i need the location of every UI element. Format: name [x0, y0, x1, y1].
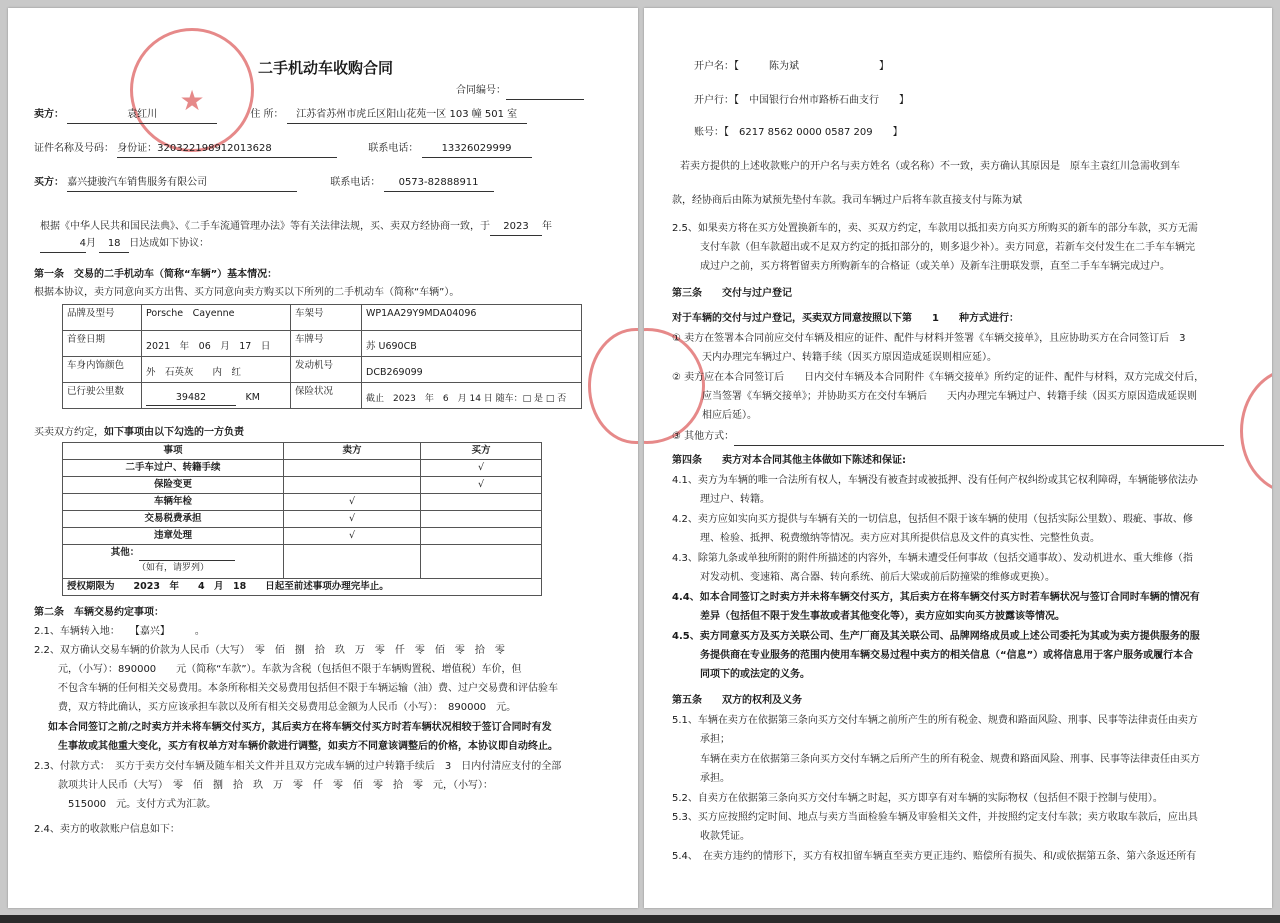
option-2a: ② 卖方应在本合同签订后 日内交付车辆及本合同附件《车辆交接单》所约定的证件、配件与材料，双方完成交付后，	[672, 372, 1205, 383]
clause-4-2a: 4.2、卖方应如实向买方提供与车辆有关的一切信息，包括但不限于该车辆的使用（包括实际公里数）、瑕疵、事故、修	[672, 514, 1193, 525]
responsibility-table	[62, 442, 542, 596]
option-1b: 天内办理完车辆过户、转籍手续（因买方原因造成延误则相应延）。	[702, 352, 997, 363]
vehicle-info-table	[62, 304, 582, 409]
reg-date-label: 首登日期	[63, 331, 142, 357]
clause-2-2b: 元，（小写）：890000 元（简称“车款”）。车款为含税（包括但不限于车辆购置税、增值税）车价，但	[58, 664, 522, 675]
vin-value: WP1AA29Y9MDA04096	[362, 305, 582, 331]
km-value: 39482 KM	[142, 383, 291, 409]
clause-2-3b: 款项共计人民币（大写） 零 佰 捌 拾 玖 万 零 仟 零 佰 零 拾 零 元，（小写）：	[58, 780, 493, 791]
clause-4-4b: 差异（包括但不限于发生事故或者其他变化等），卖方应如实向买方披露该等情况。	[700, 611, 1065, 622]
clause-4-1b: 理过户、转籍。	[700, 494, 770, 505]
table-row: 交易税费承担 √	[63, 511, 542, 528]
table-row: 车辆年检 √	[63, 494, 542, 511]
contract-page-left	[8, 8, 638, 908]
clause-4-5c: 同项下的或法定的义务。	[700, 669, 810, 680]
clause-2-bold-1: 如本合同签订之前/之时卖方并未将车辆交付买方，其后卖方在将车辆交付买方时若车辆状况相较于签订合同时有发	[48, 722, 552, 733]
clause-2-4: 2.4、卖方的收款账户信息如下：	[34, 824, 180, 835]
article-5-title: 第五条 双方的权利及义务	[672, 695, 802, 706]
plate-label: 车牌号	[291, 331, 362, 357]
resp-header-item: 事项	[63, 443, 284, 460]
agree-line: 买卖双方约定，如下事项由以下勾选的一方负责	[34, 427, 244, 438]
clause-4-3b: 对发动机、变速箱、离合器、转向系统、前后大梁或前后防撞梁的维修或更换）。	[700, 572, 1055, 583]
article-2-title: 第二条 车辆交易约定事项：	[34, 607, 164, 618]
table-row-other: 其他： （如有，请罗列）	[63, 545, 542, 579]
account-number: 账号：【 6217 8562 0000 0587 209 】	[694, 127, 903, 138]
mismatch-line-1: 若卖方提供的上述收款账户的开户名与卖方姓名（或名称）不一致，卖方确认其原因是 原车主袁红川急需收到车	[680, 161, 1180, 172]
account-bank: 开户行：【 中国银行台州市路桥石曲支行 】	[694, 95, 909, 106]
resp-header-seller: 卖方	[284, 443, 421, 460]
mismatch-line-2: 款，经协商后由陈为斌预先垫付车款。我司车辆过户后将车款直接支付与陈为斌	[672, 195, 1022, 206]
color-value: 外 石英灰 内 红	[142, 357, 291, 383]
clause-5-1c: 车辆在卖方在依据第三条向买方交付车辆之后所产生的所有税金、规费和路面风险、刑事、民事等法律责任由买方	[700, 754, 1200, 765]
table-row: 保险变更 √	[63, 477, 542, 494]
engine-label: 发动机号	[291, 357, 362, 383]
clause-5-1b: 承担；	[700, 734, 730, 745]
article-3-line: 对于车辆的交付与过户登记，买卖双方同意按照以下第 1 种方式进行：	[672, 313, 1019, 324]
taskbar	[0, 915, 1280, 923]
company-seal-partial	[588, 328, 638, 444]
clause-2-5c: 成过户之前，买方将暂留卖方所购新车的合格证（或关单）及新车注册联发票，直至二手车车辆完成过户。	[700, 261, 1170, 272]
resp-header-buyer: 买方	[421, 443, 542, 460]
option-1a: ① 卖方在签署本合同前应交付车辆及相应的证件、配件与材料并签署《车辆交接单》，且应协助买方在合同签订后 3	[672, 333, 1186, 344]
engine-value: DCB269099	[362, 357, 582, 383]
intro-line-1: 根据《中华人民共和国民法典》、《二手车流通管理办法》等有关法律法规，买、卖双方经协商一致，于 2023 年	[40, 220, 552, 236]
article-1-title: 第一条 交易的二手机动车（简称“车辆”）基本情况：	[34, 269, 278, 280]
article-3-title: 第三条 交付与过户登记	[672, 288, 792, 299]
id-row: 证件名称及号码： 身份证：320322198912013628 联系电话： 13326029999	[34, 142, 532, 158]
clause-5-1d: 承担。	[700, 773, 730, 784]
clause-2-5a: 2.5、如果卖方将在买方处置换新车的，卖、买双方约定，车款用以抵扣卖方向买方所购买的新车的部分车款，买方无需	[672, 223, 1198, 234]
table-row: 违章处理 √	[63, 528, 542, 545]
insurance-label: 保险状况	[291, 383, 362, 409]
reg-date-value: 2021 年 06 月 17 日	[142, 331, 291, 357]
clause-5-4: 5.4、 在卖方违约的情形下，买方有权扣留车辆直至卖方更正违约、赔偿所有损失、和/或依据第五条、第六条返还所有	[672, 851, 1197, 862]
option-3: ③ 其他方式：	[672, 430, 1224, 446]
clause-2-2c: 不包含车辆的任何相关交易费用。本条所称相关交易费用包括但不限于车辆运输（油）费、过户交易费和评估验车	[58, 683, 558, 694]
company-seal-partial-right	[1240, 368, 1272, 494]
clause-4-1a: 4.1、卖方为车辆的唯一合法所有权人，车辆没有被查封或被抵押、没有任何产权纠纷或其它权利障碍，车辆能够依法办	[672, 475, 1198, 486]
option-2c: 相应后延）。	[702, 410, 757, 421]
company-seal: ★	[130, 28, 254, 152]
clause-5-3a: 5.3、买方应按照约定时间、地点与卖方当面检验车辆及审验相关文件，并按照约定支付车款；卖方收取车款后，应出具	[672, 812, 1198, 823]
clause-2-2d: 费，双方特此确认，买方应该承担车款以及所有相关交易费用总金额为人民币（小写）： 890000 元。	[58, 702, 517, 713]
clause-4-5a: 4.5、卖方同意买方及买方关联公司、生产厂商及其关联公司、品牌网络成员或上述公司委托为其或为卖方提供服务的服	[672, 631, 1200, 642]
clause-4-3a: 4.3、除第九条或单独所附的附件所描述的内容外，车辆未遭受任何事故（包括交通事故）、发动机进水、重大维修（指	[672, 553, 1193, 564]
brand-label: 品牌及型号	[63, 305, 142, 331]
buyer-row: 买方： 嘉兴捷骏汽车销售服务有限公司 联系电话： 0573-82888911	[34, 176, 494, 192]
clause-2-bold-2: 生事故或其他重大变化，买方有权单方对车辆价款进行调整，如卖方不同意该调整后的价格，本协议即自动终止。	[58, 741, 558, 752]
intro-line-2: 4月 18 日达成如下协议：	[40, 237, 209, 253]
seller-row: 卖方： 袁红川 住 所： 江苏省苏州市虎丘区阳山花苑一区 103 幢 501 室	[34, 108, 527, 124]
insurance-value: 截止 2023 年 6 月 14 日 随车：□ 是 □ 否	[362, 383, 582, 409]
plate-value: 苏 U690CB	[362, 331, 582, 357]
clause-2-1: 2.1、车辆转入地： 【嘉兴】 。	[34, 626, 205, 637]
clause-5-3b: 收款凭证。	[700, 831, 750, 842]
contract-no-label: 合同编号：	[456, 84, 584, 100]
article-1-text: 根据本协议，卖方同意向买方出售、买方同意向卖方购买以下所列的二手机动车（简称“车辆”）。	[34, 287, 460, 298]
clause-4-5b: 务提供商在专业服务的范围内使用车辆交易过程中卖方的相关信息（“信息”）或将信息用于客户服务或履行本合	[700, 650, 1194, 661]
option-2b: 应当签署《车辆交接单》；并协助买方在交付车辆后 天内办理完车辆过户、转籍手续（因买方原因造成延误则	[702, 391, 1197, 402]
clause-2-5b: 支付车款（但车款超出或不足双方约定的抵扣部分的，则多退少补）。卖方同意，若新车交付发生在二手车车辆完	[700, 242, 1195, 253]
brand-value: Porsche Cayenne	[142, 305, 291, 331]
contract-title: 二手机动车收购合同	[258, 59, 394, 77]
table-row: 二手车过户、转籍手续 √	[63, 460, 542, 477]
clause-4-4a: 4.4、如本合同签订之时卖方并未将车辆交付买方，其后卖方在将车辆交付买方时若车辆状况与签订合同时车辆的情况有	[672, 592, 1200, 603]
contract-page-right	[644, 8, 1272, 908]
color-label: 车身内饰颜色	[63, 357, 142, 383]
vin-label: 车架号	[291, 305, 362, 331]
clause-2-2a: 2.2、双方确认交易车辆的价款为人民币（大写） 零 佰 捌 拾 玖 万 零 仟 零 佰 零 拾 零	[34, 645, 505, 656]
article-4-title: 第四条 卖方对本合同其他主体做如下陈述和保证:	[672, 455, 906, 466]
authorize-period: 授权期限为 2023 年 4 月 18 日起至前述事项办理完毕止。	[63, 579, 542, 596]
clause-2-3c: 515000 元。支付方式为汇款。	[58, 799, 217, 810]
clause-4-2b: 理、检验、抵押、税费缴纳等情况。卖方应对其所提供信息及文件的真实性、完整性负责。	[700, 533, 1100, 544]
clause-5-2: 5.2、自卖方在依据第三条向买方交付车辆之时起，买方即享有对车辆的实际物权（包括但不限于控制与使用）。	[672, 793, 1163, 804]
account-name: 开户名：【 陈为斌 】	[694, 61, 889, 72]
clause-5-1a: 5.1、车辆在卖方在依据第三条向买方交付车辆之前所产生的所有税金、规费和路面风险、刑事、民事等法律责任由卖方	[672, 715, 1198, 726]
clause-2-3a: 2.3、付款方式： 买方于卖方交付车辆及随车相关文件并且双方完成车辆的过户转籍手续后 3 日内付清应支付的全部	[34, 761, 562, 772]
km-label: 已行驶公里数	[63, 383, 142, 409]
